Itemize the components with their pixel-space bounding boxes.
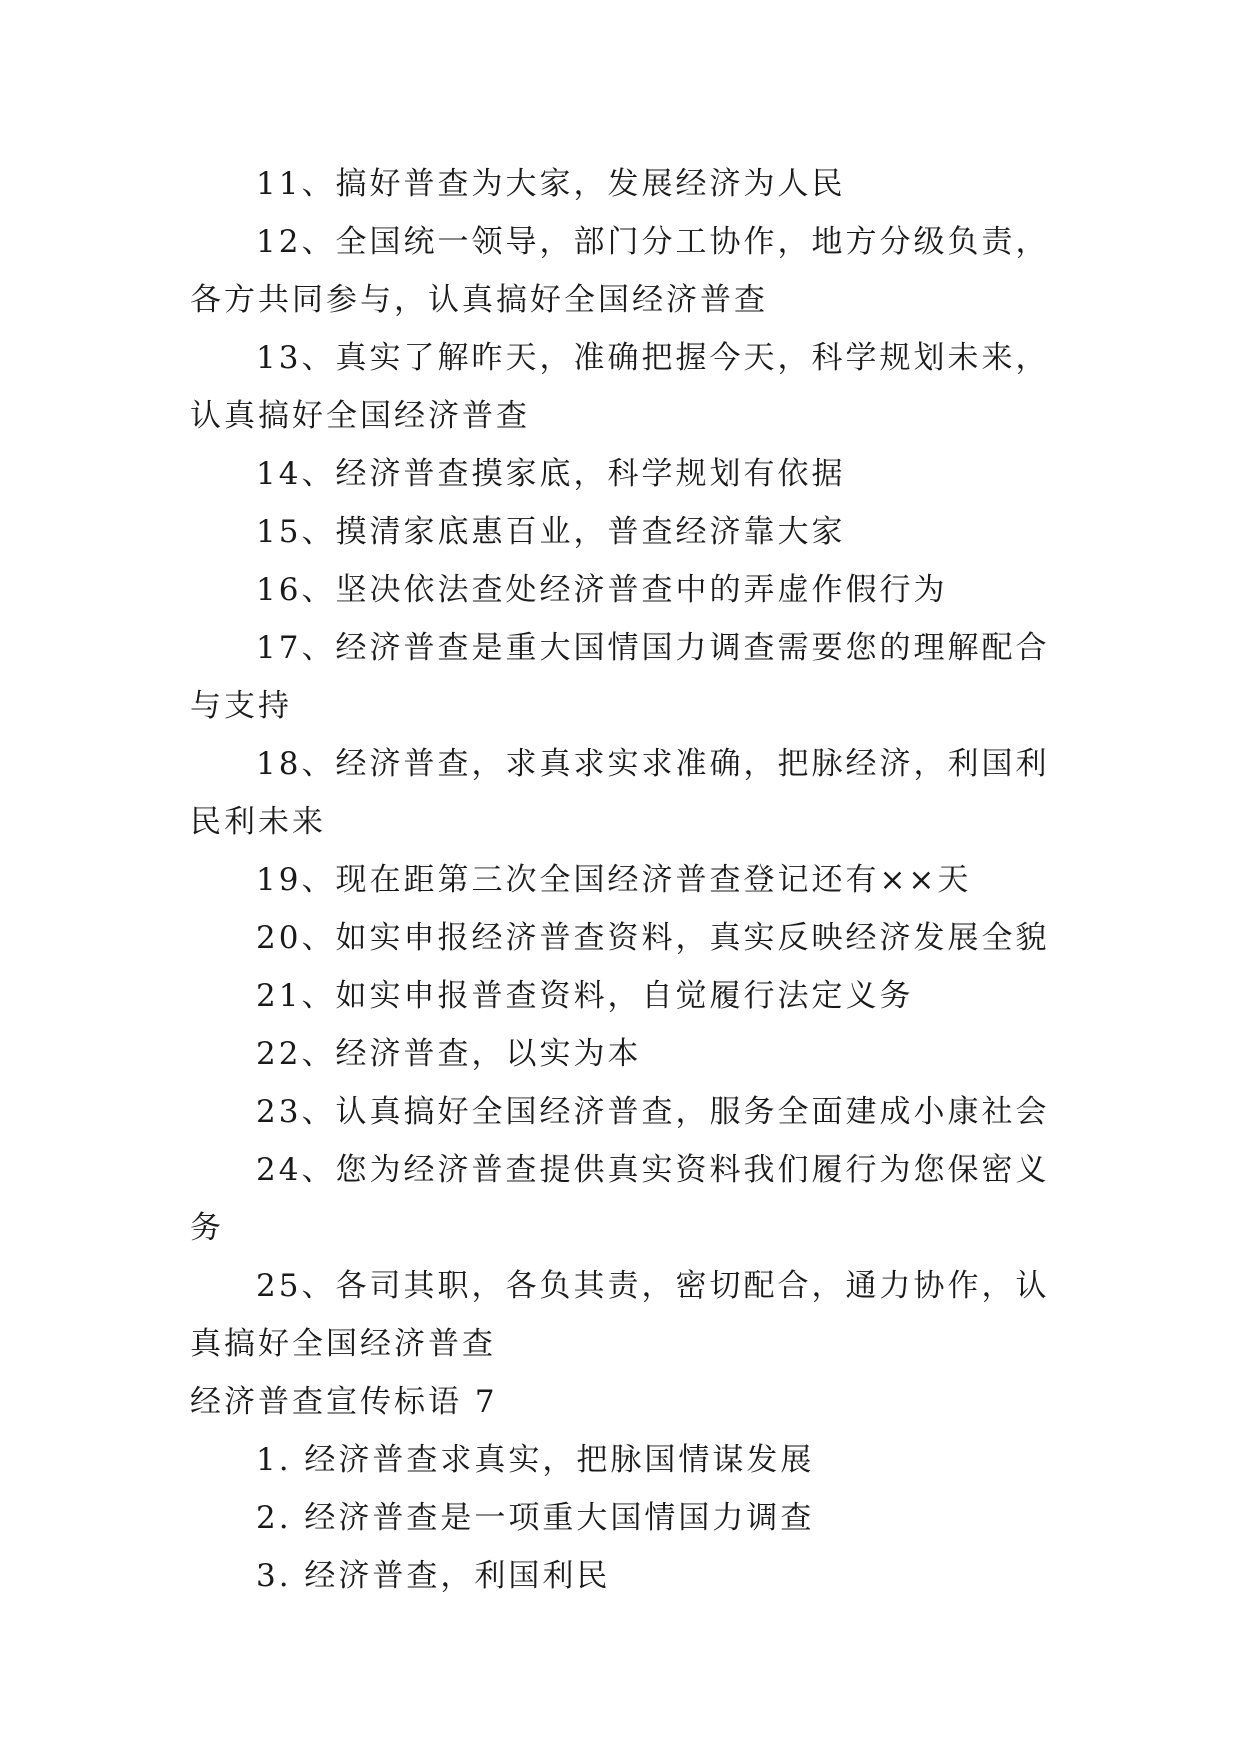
slogan-item-17: 17、经济普查是重大国情国力调查需要您的理解配合与支持	[190, 630, 1050, 724]
document-body	[190, 155, 1060, 1605]
slogan-item-b1: 1. 经济普查求真实，把脉国情谋发展	[256, 1442, 815, 1478]
slogan-item-25: 25、各司其职，各负其责，密切配合，通力协作，认真搞好全国经济普查	[190, 1268, 1050, 1362]
slogan-item-13: 13、真实了解昨天，准确把握今天，科学规划未来，认真搞好全国经济普查	[190, 340, 1050, 434]
section-heading: 经济普查宣传标语 7	[190, 1384, 498, 1420]
slogan-item-20: 20、如实申报经济普查资料，真实反映经济发展全貌	[256, 920, 1050, 956]
slogan-item-21: 21、如实申报普查资料，自觉履行法定义务	[256, 978, 914, 1014]
slogan-item-b3: 3. 经济普查，利国利民	[256, 1558, 611, 1594]
slogan-item-15: 15、摸清家底惠百业，普查经济靠大家	[256, 514, 846, 550]
slogan-item-12: 12、全国统一领导，部门分工协作，地方分级负责，各方共同参与，认真搞好全国经济普查	[190, 224, 1050, 318]
slogan-item-24: 24、您为经济普查提供真实资料我们履行为您保密义务	[190, 1152, 1050, 1246]
slogan-item-19: 19、现在距第三次全国经济普查登记还有××天	[256, 862, 972, 898]
slogan-item-b2: 2. 经济普查是一项重大国情国力调查	[256, 1500, 815, 1536]
slogan-item-23: 23、认真搞好全国经济普查，服务全面建成小康社会	[256, 1094, 1050, 1130]
slogan-item-22: 22、经济普查，以实为本	[256, 1036, 642, 1072]
slogan-item-11: 11、搞好普查为大家，发展经济为人民	[256, 166, 846, 202]
slogan-item-16: 16、坚决依法查处经济普查中的弄虚作假行为	[256, 572, 948, 608]
slogan-item-18: 18、经济普查，求真求实求准确，把脉经济，利国利民利未来	[190, 746, 1050, 840]
slogan-item-14: 14、经济普查摸家底，科学规划有依据	[256, 456, 846, 492]
